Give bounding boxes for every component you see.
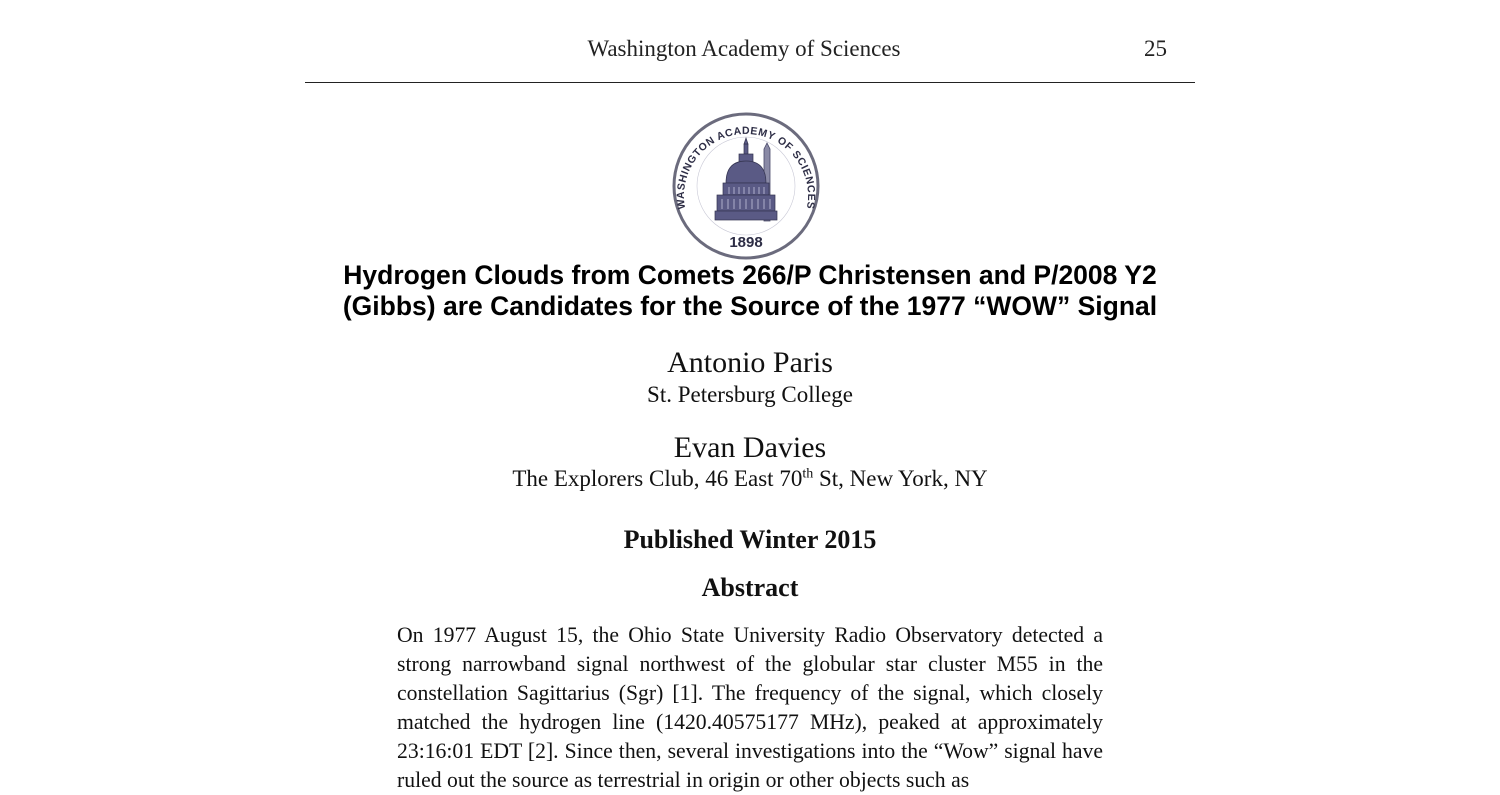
publication-date: Published Winter 2015 xyxy=(623,525,877,554)
page-number: 25 xyxy=(1144,36,1167,61)
abstract-text: On 1977 August 15, the Ohio State University Radio Observatory detected a strong narrowband signal northwest of the globular star cluster M55 in the constellation Sagittarius (Sgr) [1]. The frequency of the signal, which closely matched the hydrogen line (1420.40575177 MHz), peaked at approximately 23:16:01 EDT [2]. Since then, several investigations into the “Wow” signal have ruled out the source as terrestrial in origin or other objects such as xyxy=(397,623,1103,792)
seal-ring-text: WASHINGTON ACADEMY OF SCIENCES xyxy=(674,124,818,211)
author-name: Antonio Paris xyxy=(667,346,833,379)
author-affiliation: St. Petersburg College xyxy=(647,382,853,407)
seal-year: 1898 xyxy=(729,234,763,251)
abstract-heading: Abstract xyxy=(701,573,799,602)
header-divider xyxy=(305,82,1195,83)
journal-name: Washington Academy of Sciences xyxy=(587,36,901,61)
academy-seal-logo xyxy=(671,111,821,261)
author-affiliation xyxy=(0,466,1500,492)
affiliation-city: St, New York, NY xyxy=(813,466,988,491)
paper-title-line-2: (Gibbs) are Candidates for the Source of the 1977 “WOW” Signal xyxy=(342,291,1158,321)
affiliation-superscript: th xyxy=(802,466,814,482)
author-name: Evan Davies xyxy=(673,431,827,464)
affiliation-address: The Explorers Club, 46 East 70 xyxy=(512,466,803,491)
paper-title xyxy=(300,260,1200,322)
paper-title-line-1: Hydrogen Clouds from Comets 266/P Christensen and P/2008 Y2 xyxy=(343,260,1157,290)
